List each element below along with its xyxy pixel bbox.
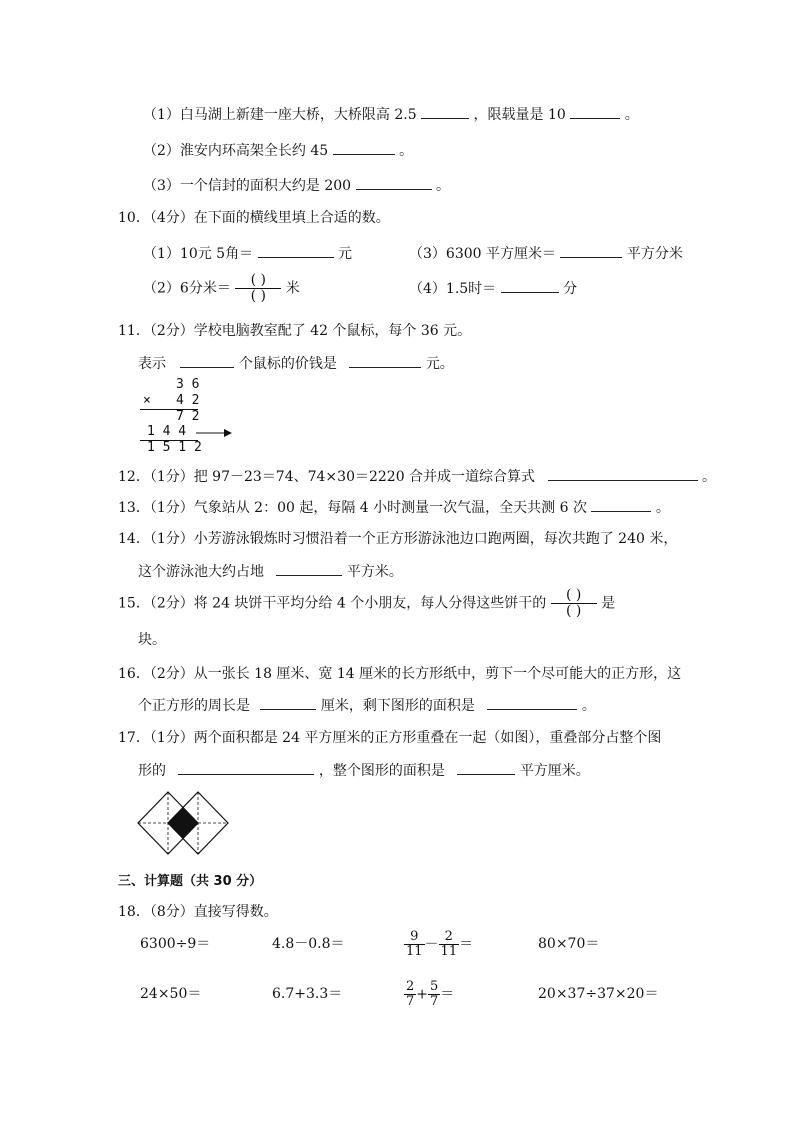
calc-row-1: 3 6 (176, 377, 200, 392)
q15-line1: 15．（2分）将 24 块饼干平均分给 4 个小朋友，每人分得这些饼干的 ( ) ( ) 是 (118, 587, 616, 619)
q17-line2: 形的 ，整个图形的面积是 平方厘米。 (138, 760, 590, 781)
q9-item3: （3）一个信封的面积大约是 200 。 (143, 175, 450, 196)
answer-blank[interactable] (591, 497, 651, 512)
problem-r2c2: 6.7+3.3＝ (272, 986, 343, 1002)
answer-blank[interactable] (258, 243, 334, 258)
calc-row-4: 1 4 4 (147, 424, 187, 439)
calc-row-2: 4 2 (176, 393, 200, 408)
problem-r1c4: 80×70＝ (538, 936, 600, 952)
answer-blank[interactable] (356, 175, 432, 190)
q9-item2: （2）淮安内环高架全长约 45 。 (143, 140, 413, 161)
arrow-icon (196, 427, 236, 439)
overlapping-squares-figure (136, 790, 232, 856)
answer-blank[interactable] (260, 695, 316, 710)
answer-blank[interactable] (180, 353, 234, 368)
fraction-blank[interactable]: ( ) ( ) (235, 273, 281, 304)
problem-r1c2: 4.8－0.8＝ (272, 936, 345, 952)
fraction: $\frac{9}{11}$ (406, 929, 423, 959)
q10-item1: （1）10元 5角＝ 元 (143, 243, 352, 264)
problem-r2c4: 20×37÷37×20＝ (538, 986, 659, 1002)
answer-blank[interactable] (457, 760, 515, 775)
q10-title: 10．（4分）在下面的横线里填上合适的数。 (118, 210, 390, 226)
q15-line2: 块。 (138, 632, 166, 648)
section-title: 三、计算题（共 30 分） (118, 874, 263, 889)
problem-r2c1: 24×50＝ (140, 986, 202, 1002)
problem-r1c3: $\frac{9}{11}$ － $\frac{2}{11}$ ＝ (406, 929, 474, 959)
answer-blank[interactable] (548, 466, 698, 481)
fraction: $\frac{2}{7}$ (406, 979, 415, 1009)
fraction: $\frac{2}{11}$ (440, 929, 458, 959)
fraction-blank[interactable]: ( ) ( ) (551, 588, 597, 619)
q9-item1: （1）白马湖上新建一座大桥，大桥限高 2.5 ，限载量是 10 。 (143, 104, 639, 125)
q13: 13．（1分）气象站从 2：00 起，每隔 4 小时测量一次气温，全天共测 6 次 。 (118, 497, 670, 518)
problem-r2c3: $\frac{2}{7}$ + $\frac{5}{7}$ ＝ (406, 979, 455, 1009)
problem-r1c1: 6300÷9＝ (140, 936, 211, 952)
q11-line2: 表示 个鼠标的价钱是 元。 (138, 353, 454, 374)
answer-blank[interactable] (178, 760, 314, 775)
q11-title: 11．（2分）学校电脑教室配了 42 个鼠标，每个 36 元。 (118, 323, 472, 339)
fraction: $\frac{5}{7}$ (430, 979, 439, 1009)
q14-line2: 这个游泳池大约占地 平方米。 (138, 561, 403, 582)
calc-row-3: 7 2 (176, 409, 200, 424)
answer-blank[interactable] (333, 140, 395, 155)
calc-row-5: 1 5 1 2 (147, 440, 202, 455)
q18-title: 18．（8分）直接写得数。 (118, 904, 278, 920)
answer-blank[interactable] (570, 104, 620, 119)
multiply-sign: × (143, 393, 151, 408)
q14-line1: 14．（1分）小芳游泳锻炼时习惯沿着一个正方形游泳池边口跑两圈，每次共跑了 240 米， (118, 531, 678, 547)
q16-line2: 个正方形的周长是 厘米，剩下图形的面积是 。 (138, 695, 596, 716)
q10-item3: （3）6300 平方厘米＝ 平方分米 (409, 243, 683, 264)
answer-blank[interactable] (349, 353, 421, 368)
q16-line1: 16．（2分）从一张长 18 厘米、宽 14 厘米的长方形纸中，剪下一个尽可能大的正方形，这 (118, 666, 682, 682)
answer-blank[interactable] (501, 278, 559, 293)
answer-blank[interactable] (421, 104, 469, 119)
q10-item2: （2）6分米＝ ( ) ( ) 米 (143, 272, 300, 304)
answer-blank[interactable] (560, 243, 622, 258)
answer-blank[interactable] (276, 561, 342, 576)
q12: 12．（1分）把 97－23＝74、74×30＝2220 合并成一道综合算式 。 (118, 466, 716, 487)
q10-item4: （4）1.5时＝ 分 (409, 278, 577, 299)
q17-line1: 17．（1分）两个面积都是 24 平方厘米的正方形重叠在一起（如图），重叠部分占整个图 (118, 730, 662, 746)
answer-blank[interactable] (487, 695, 577, 710)
